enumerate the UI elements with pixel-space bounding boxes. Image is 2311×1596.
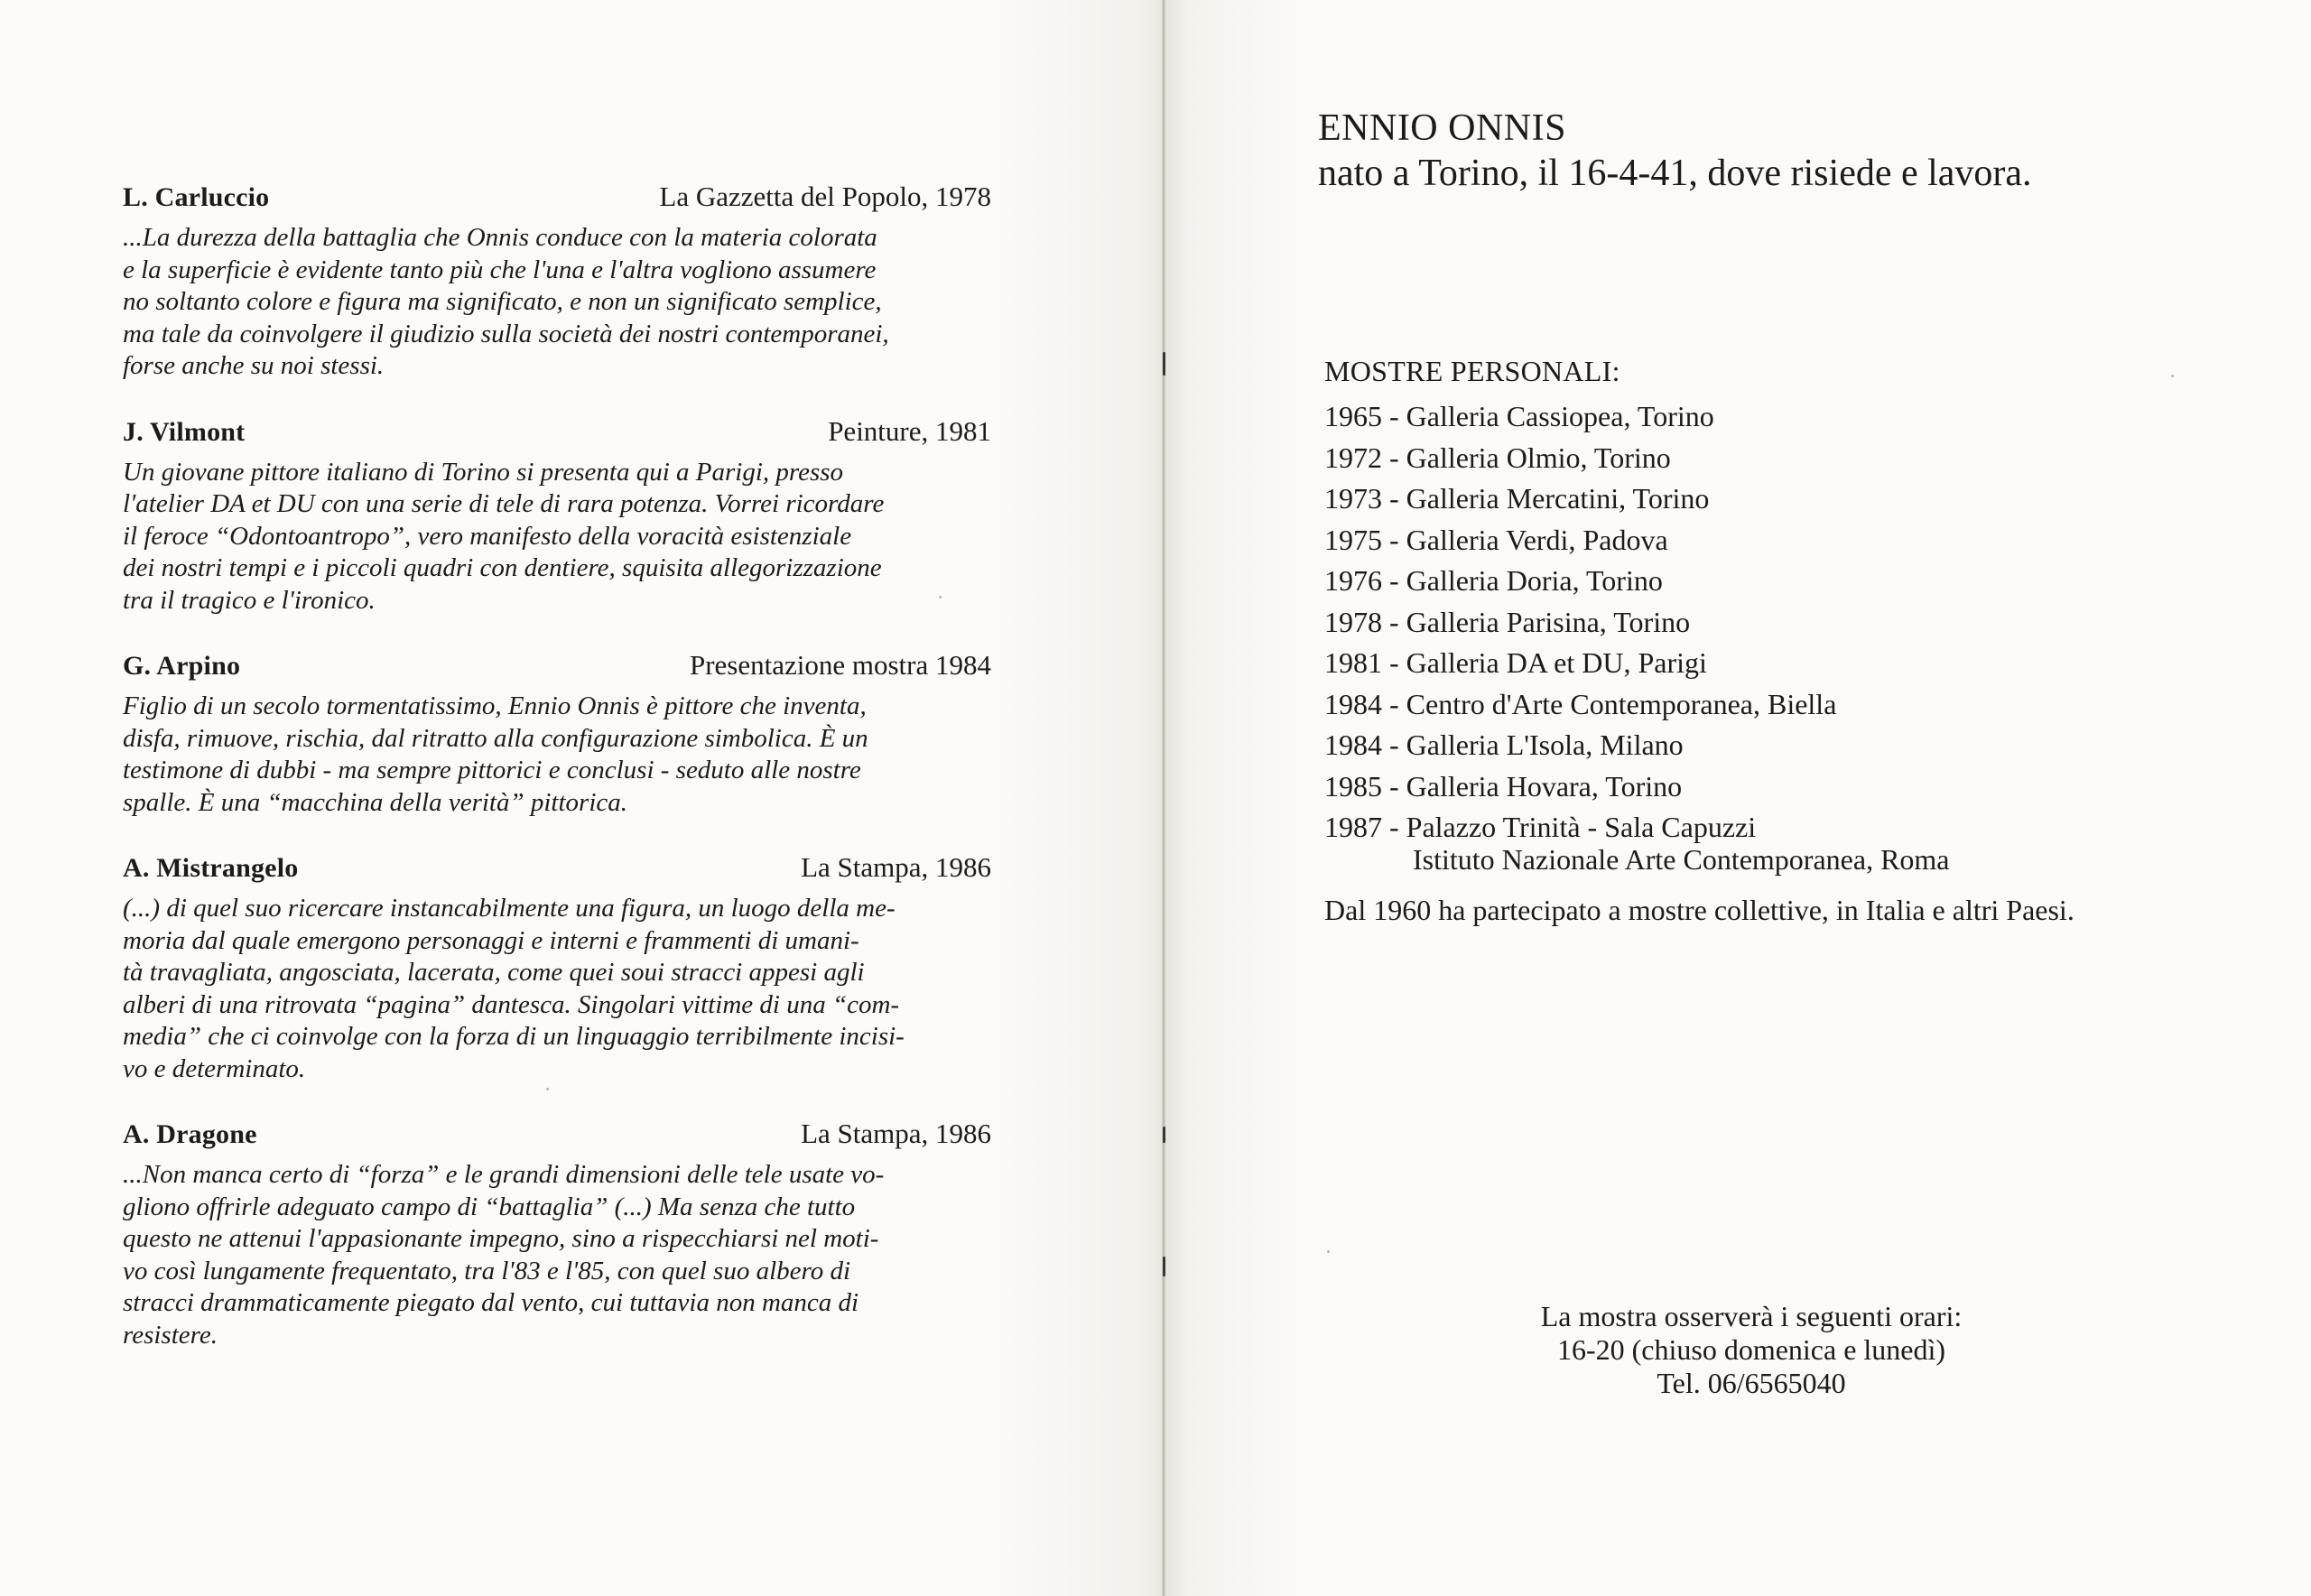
quote-line: stracci drammaticamente piegato dal vento, cui tuttavia non manca di [123,1288,859,1317]
critic-source: La Gazzetta del Popolo, 1978 [659,181,991,212]
quote-line: (...) di quel suo ricercare instancabilmente una figura, un luogo della me- [123,894,896,923]
quote-line: forse anche su noi stessi. [123,351,385,380]
quote-line: spalle. È una “macchina della verità” pittorica. [123,787,628,817]
quote-line: vo così lungamente frequentato, tra l'83 e l'85, con quel suo albero di [123,1256,851,1285]
exhibition-line: Istituto Nazionale Arte Contemporanea, Roma [1413,843,1950,876]
quote-line: gliono offrirle adeguato campo di “battaglia” (...) Ma senza che tutto [123,1192,856,1221]
critic-entry [123,181,991,383]
critic-source: Presentazione mostra 1984 [689,649,991,681]
exhibition-line: 1987 - Palazzo Trinità - Sala Capuzzi [1324,811,1757,843]
quote-line: ...Non manca certo di “forza” e le grandi dimensioni delle tele usate vo- [123,1160,885,1189]
quote-line: tra il tragico e l'ironico. [123,585,376,615]
exhibition-item: 1972 - Galleria Olmio, Torino [1324,441,1671,474]
quote-line: dei nostri tempi e i piccoli quadri con dentiere, squisita allegorizzazione [123,553,882,582]
quote-line: l'atelier DA et DU con una serie di tele di rara potenza. Vorrei ricordare [123,489,885,518]
quote-line: tà travagliata, angosciata, lacerata, come quei soui stracci appesi agli [123,958,865,987]
fold-mark [1163,1127,1165,1143]
exhibition-item: 1976 - Galleria Doria, Torino [1324,564,1663,597]
critic-header [123,649,991,691]
quote-line: e la superficie è evidente tanto più che l'una e l'altra vogliono assumere [123,255,877,284]
quote-line: Un giovane pittore italiano di Torino si presenta qui a Parigi, presso [123,457,844,487]
phone-number: Tel. 06/6565040 [1657,1367,1846,1399]
exhibitions-heading: MOSTRE PERSONALI: [1324,355,1620,387]
solo-exhibitions [1324,355,2227,927]
quote-line: questo ne attenui l'appasionante impegno, sino a rispecchiarsi nel moti- [123,1224,879,1253]
quote-line: moria dal quale emergono personaggi e interni e frammenti di umani- [123,925,859,955]
exhibition-item: 1985 - Galleria Hovara, Torino [1324,769,1683,803]
quote-line: resistere. [123,1320,218,1350]
quote-line: disfa, rimuove, rischia, dal ritratto alla configurazione simbolica. È un [123,723,868,753]
critic-entry [123,851,991,1085]
critic-quote [123,222,991,383]
quote-line: Figlio di un secolo tormentatissimo, Ennio Onnis è pittore che inventa, [123,691,867,720]
paper-speck [1327,1250,1330,1253]
exhibition-item: 1975 - Galleria Verdi, Padova [1324,523,1668,556]
quote-line: ...La durezza della battaglia che Onnis conduce con la materia colorata [123,223,877,252]
critic-author: A. Mistrangelo [123,853,299,883]
quote-line: vo e determinato. [123,1053,306,1083]
hours: 16-20 (chiuso domenica e lunedì) [1556,1333,1946,1366]
critic-author: L. Carluccio [123,182,270,212]
critics-section [123,181,991,1384]
exhibition-item: 1981 - Galleria DA et DU, Parigi [1324,646,1707,679]
critic-header [123,415,991,457]
fold-mark [1163,352,1165,376]
critic-entry [123,649,991,819]
critic-quote [123,1159,991,1351]
critic-entry [123,415,991,617]
artist-name: ENNIO ONNIS [1318,107,1566,149]
critic-quote [123,457,991,617]
fold-mark [1163,1257,1165,1276]
opening-hours-info [1499,1300,2004,1400]
exhibition-item: 1984 - Galleria L'Isola, Milano [1324,728,1684,761]
collective-exhibitions-note: Dal 1960 ha partecipato a mostre collettive, in Italia e altri Paesi. [1324,894,2074,926]
page-fold [1162,0,1165,1596]
critic-source: La Stampa, 1986 [801,851,991,883]
artist-birth: nato a Torino, il 16-4-41, dove risiede e lavora. [1318,153,2032,194]
critic-header [123,1118,991,1159]
critic-quote [123,691,991,819]
quote-line: alberi di una ritrovata “pagina” dantesca. Singolari vittime di una “com- [123,989,900,1019]
critic-author: J. Vilmont [123,416,246,447]
exhibition-item: 1965 - Galleria Cassiopea, Torino [1324,400,1714,432]
critic-header [123,181,991,222]
exhibition-item: 1973 - Galleria Mercatini, Torino [1324,482,1710,515]
critic-source: La Stampa, 1986 [801,1118,991,1149]
critic-source: Peinture, 1981 [828,414,991,447]
exhibition-item: 1978 - Galleria Parisina, Torino [1324,605,1691,638]
quote-line: testimone di dubbi - ma sempre pittorici e conclusi - seduto alle nostre [123,756,861,784]
critic-header [123,851,991,893]
critic-author: A. Dragone [123,1119,257,1149]
quote-line: no soltanto colore e figura ma significato, e non un significato semplice, [123,287,882,316]
exhibition-item [1324,811,2227,876]
critic-entry [123,1118,991,1351]
quote-line: il feroce “Odontoantropo”, vero manifesto della voracità esistenziale [123,521,852,551]
critic-author: G. Arpino [123,651,241,681]
quote-line: media” che ci coinvolge con la forza di un linguaggio terribilmente incisi- [123,1022,905,1051]
hours-intro: La mostra osserverà i seguenti orari: [1540,1300,1963,1332]
critic-quote [123,893,991,1085]
exhibition-item: 1984 - Centro d'Arte Contemporanea, Biella [1324,687,1837,720]
quote-line: ma tale da coinvolgere il giudizio sulla società dei nostri contemporanei, [123,319,889,348]
